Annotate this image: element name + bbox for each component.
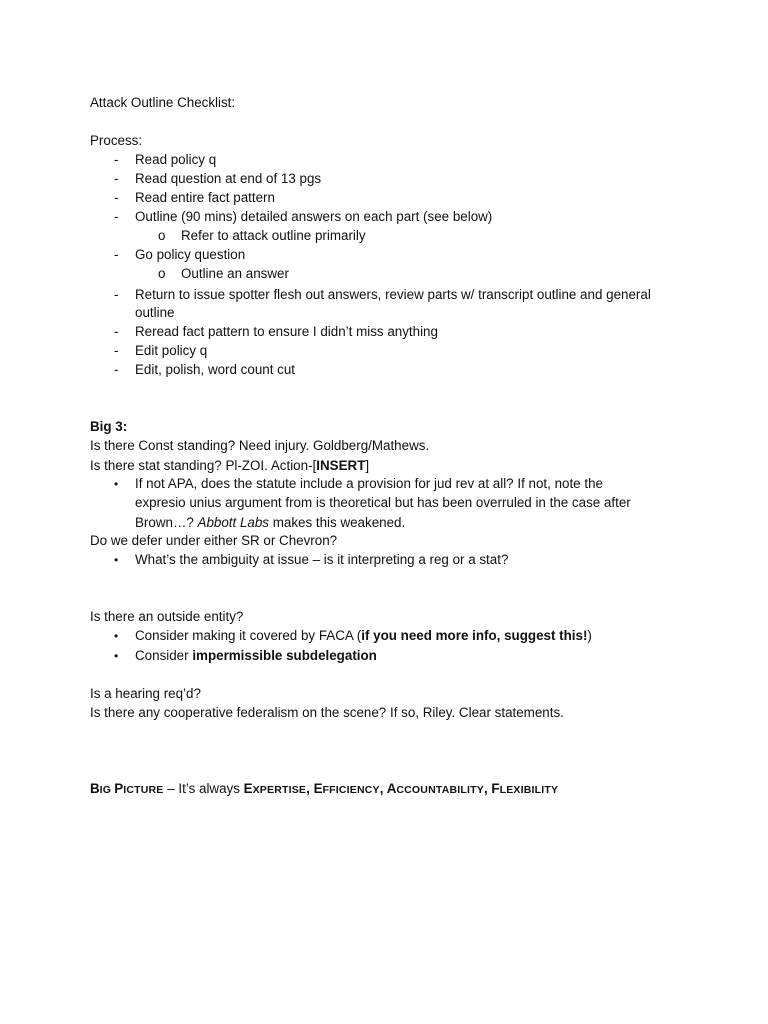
word-2-cap: E bbox=[313, 781, 323, 796]
big3-question-1: Is there Const standing? Need injury. Goldberg/Mathews. bbox=[90, 438, 430, 453]
outside-bullet-1 bbox=[135, 626, 592, 645]
dash-marker: - bbox=[114, 190, 119, 205]
process-heading: Process: bbox=[90, 133, 143, 148]
big3-bullet-1-line3 bbox=[135, 513, 675, 532]
big-picture-cap-p: P bbox=[114, 781, 124, 796]
outside-bullet-1-post: ) bbox=[587, 628, 592, 643]
sub-marker: o bbox=[158, 266, 166, 281]
big3-question-2-text: Is there stat standing? Pl-ZOI. Action-[ bbox=[90, 458, 317, 473]
process-item-8: Edit policy q bbox=[135, 343, 208, 358]
word-4-rest: LEXIBILITY bbox=[499, 784, 559, 796]
separator: , bbox=[306, 781, 314, 796]
big3-bullet-1-line2: expresio unius argument from is theoretical but has been overruled in the case after bbox=[135, 495, 631, 511]
big-picture-rest-2: ICTURE bbox=[123, 784, 164, 796]
word-1-cap: E bbox=[243, 781, 253, 796]
bullet-marker: • bbox=[114, 629, 119, 643]
big-picture-middle: – It’s always bbox=[163, 781, 244, 796]
process-item-5: Go policy question bbox=[135, 247, 246, 262]
big3-question-2 bbox=[90, 456, 369, 475]
dash-marker: - bbox=[114, 171, 119, 186]
big-picture-line bbox=[90, 779, 558, 800]
dash-marker: - bbox=[114, 152, 119, 167]
bullet-marker: • bbox=[114, 553, 119, 567]
big3-bullet-1-line1: If not APA, does the statute include a provision for jud rev at all? If not, note the bbox=[135, 476, 603, 491]
outside-bullet-1-pre: Consider making it covered by FACA ( bbox=[135, 628, 362, 643]
insert-placeholder: INSERT bbox=[316, 458, 366, 473]
big3-bullet-1-line3-pre: Brown…? bbox=[135, 514, 198, 530]
big3-bullet-1 bbox=[135, 474, 675, 532]
big3-bullet-1-line3-post: makes this weakened. bbox=[269, 514, 406, 530]
word-2-rest: FFICIENCY bbox=[322, 784, 380, 796]
dash-marker: - bbox=[114, 324, 119, 339]
word-1-rest: XPERTISE bbox=[252, 784, 307, 796]
outside-bullet-2-bold: impermissible subdelegation bbox=[192, 648, 377, 663]
outside-bullet-2 bbox=[135, 646, 377, 665]
big-picture-rest-1: IG bbox=[99, 784, 115, 796]
separator: , bbox=[483, 781, 492, 796]
cooperative-federalism-question: Is there any cooperative federalism on the scene? If so, Riley. Clear statements. bbox=[90, 705, 564, 720]
dash-marker: - bbox=[114, 209, 119, 224]
process-item-7: Reread fact pattern to ensure I didn’t miss anything bbox=[135, 324, 438, 339]
process-item-3: Read entire fact pattern bbox=[135, 190, 275, 205]
dash-marker: - bbox=[114, 343, 119, 358]
word-3-rest: CCOUNTABILITY bbox=[396, 784, 484, 796]
dash-marker: - bbox=[114, 247, 119, 262]
process-item-1: Read policy q bbox=[135, 152, 217, 167]
word-4-cap: F bbox=[491, 781, 500, 796]
outside-entity-question: Is there an outside entity? bbox=[90, 609, 244, 624]
big-picture-cap-b: B bbox=[90, 781, 100, 796]
word-3-cap: A bbox=[386, 781, 397, 796]
sub-marker: o bbox=[158, 228, 166, 243]
dash-marker: - bbox=[114, 362, 119, 377]
bullet-marker: • bbox=[114, 477, 119, 491]
process-item-5-sub: Outline an answer bbox=[181, 266, 289, 281]
process-item-2: Read question at end of 13 pgs bbox=[135, 171, 322, 186]
big3-bullet-2: What’s the ambiguity at issue – is it interpreting a reg or a stat? bbox=[135, 552, 509, 567]
big3-heading: Big 3: bbox=[90, 419, 128, 434]
closing-bracket: ] bbox=[365, 458, 370, 473]
dash-marker: - bbox=[114, 287, 119, 302]
case-name-abbott-labs: Abbott Labs bbox=[197, 514, 269, 530]
bullet-marker: • bbox=[114, 649, 119, 663]
hearing-question: Is a hearing req’d? bbox=[90, 686, 201, 701]
process-item-4: Outline (90 mins) detailed answers on each part (see below) bbox=[135, 209, 493, 224]
document-title: Attack Outline Checklist: bbox=[90, 95, 236, 110]
outside-bullet-2-pre: Consider bbox=[135, 648, 193, 663]
process-item-4-sub: Refer to attack outline primarily bbox=[181, 228, 366, 243]
process-item-6-line1: Return to issue spotter flesh out answers, review parts w/ transcript outline and general bbox=[135, 287, 651, 302]
process-item-6-line2: outline bbox=[135, 305, 175, 320]
separator: , bbox=[379, 781, 387, 796]
outside-bullet-1-bold: if you need more info, suggest this! bbox=[361, 628, 588, 643]
big3-question-3: Do we defer under either SR or Chevron? bbox=[90, 533, 338, 548]
process-item-9: Edit, polish, word count cut bbox=[135, 362, 296, 377]
